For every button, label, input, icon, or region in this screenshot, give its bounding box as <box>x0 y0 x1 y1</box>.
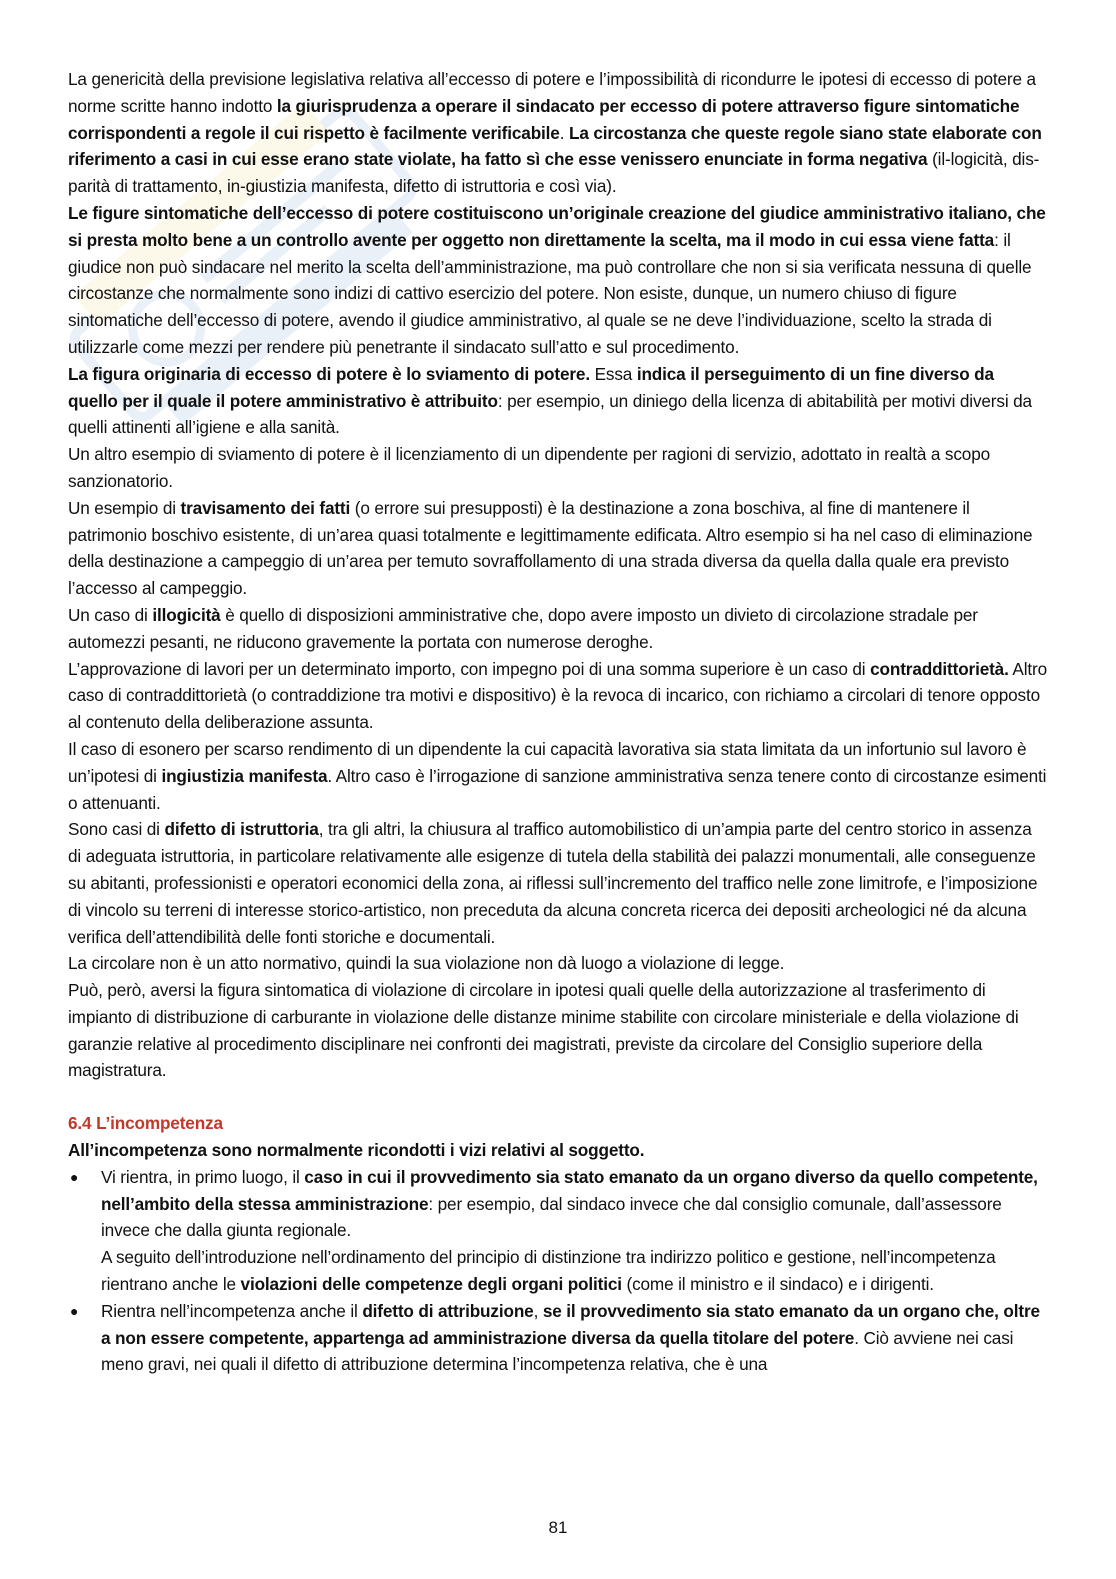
body-text: , tra gli altri, la chiusura al traffico automobilistico di un’ampia parte del centro storico in assenza di adeguata istruttoria, in particolare relativamente alle esigenze di tutela della stabilità dei palazzi monumentali, alle conseguenze su abitanti, professionisti e operatori economici della zona, ai riflessi sull’incremento del traffico nelle zone limitrofe, e l’imposizione di vincolo su terreni di interesse storico-artistico, non preceduta da alcuna concreta ricerca dei depositi archeologici né da alcuna verifica dell’attendibilità delle fonti storiche e documentali. <box>68 819 1038 947</box>
body-text: L’approvazione di lavori per un determinato importo, con impegno poi di una somma superiore è un caso di <box>68 658 871 679</box>
list-paragraph <box>101 1298 1048 1378</box>
paragraph <box>68 602 1048 656</box>
body-text: (come il ministro e il sindaco) e i dirigenti. <box>621 1274 934 1295</box>
paragraph <box>68 495 1048 602</box>
bullet-list <box>68 1164 1048 1378</box>
body-text: : il giudice non può sindacare nel merito la scelta dell’amministrazione, ma può controllare che non si sia verificata nessuna di quelle circostanze che normalmente sono indizi di cattivo esercizio del potere. Non esiste, dunque, un numero chiuso di figure sintomatiche dell’eccesso di potere, avendo il giudice amministrativo, al quale se ne deve l’individuazione, scelto la strada di utilizzarle come mezzi per rendere più penetrante il sindacato sull’atto e sul procedimento. <box>68 229 1032 357</box>
emphasis-text: difetto di attribuzione <box>362 1300 534 1321</box>
bullet-icon: ● <box>70 1302 79 1319</box>
list-paragraph <box>101 1164 1048 1244</box>
document-body <box>68 66 1048 1378</box>
body-text: Vi rientra, in primo luogo, il <box>101 1166 305 1187</box>
paragraph <box>68 66 1048 200</box>
page-number: 81 <box>548 1518 568 1537</box>
body-text: Il caso di esonero per scarso rendimento di un dipendente la cui capacità lavorativa sia stata limitata da un infortunio sul lavoro è un’ipotesi di <box>68 738 1027 786</box>
emphasis-text: La figura originaria di eccesso di potere è lo sviamento di potere. <box>68 363 590 384</box>
body-text: La circolare non è un atto normativo, quindi la sua violazione non dà luogo a violazione di legge. <box>68 953 785 974</box>
body-text: Altro caso di contraddittorietà (o contraddizione tra motivi e dispositivo) è la revoca di incarico, con richiamo a circolari di tenore opposto al contenuto della deliberazione assunta. <box>68 658 1048 733</box>
paragraph <box>68 950 1048 977</box>
bullet-icon: ● <box>70 1168 79 1185</box>
list-paragraph <box>101 1244 1048 1298</box>
section-heading: 6.4 L’incompetenza <box>68 1113 223 1134</box>
body-text: Rientra nell’incompetenza anche il <box>101 1300 363 1321</box>
section-intro: All’incompetenza sono normalmente ricondotti i vizi relativi al soggetto. <box>68 1140 645 1161</box>
paragraph <box>68 977 1048 1084</box>
paragraph <box>68 656 1048 736</box>
body-text: . <box>559 122 569 143</box>
body-text: (o errore sui presupposti) è la destinazione a zona boschiva, al fine di mantenere il patrimonio boschivo esistente, di un’area quasi totalmente e legittimamente edificata. Altro esempio si ha nel caso di eliminazione della destinazione a campeggio di un’area per temuto sovraffollamento di una strada diversa da quella dalla quale era previsto l’accesso al campeggio. <box>68 497 1033 599</box>
emphasis-text: caso in cui il provvedimento sia stato emanato da un organo diverso da quello competente, nell’ambito della stessa amministrazione <box>101 1166 1038 1214</box>
body-text: : per esempio, dal sindaco invece che dal consiglio comunale, dall’assessore invece che dalla giunta regionale. <box>101 1193 1002 1241</box>
body-text: Sono casi di <box>68 819 165 840</box>
body-text: Può, però, aversi la figura sintomatica di violazione di circolare in ipotesi quali quelle della autorizzazione al trasferimento di impianto di distribuzione di carburante in violazione delle distanze minime stabilite con circolare ministeriale e della violazione di garanzie relative al procedimento disciplinare nei confronti dei magistrati, previste da circolare del Consiglio superiore della magistratura. <box>68 980 1019 1081</box>
body-text: Essa <box>589 363 637 384</box>
emphasis-text: ingiustizia manifesta <box>161 765 328 786</box>
body-text: è quello di disposizioni amministrative che, dopo avere imposto un divieto di circolazione stradale per automezzi pesanti, ne riducono gravemente la portata con numerose deroghe. <box>68 604 978 652</box>
emphasis-text: Le figure sintomatiche dell’eccesso di potere costituiscono un’originale creazione del giudice amministrativo italiano, che si presta molto bene a un controllo avente per oggetto non direttamente la scelta, ma il modo in cui essa viene fatta <box>68 202 1046 250</box>
body-text: A seguito dell’introduzione nell’ordinamento del principio di distinzione tra indirizzo politico e gestione, nell’incompetenza rientrano anche le <box>101 1247 996 1295</box>
paragraph <box>68 200 1048 361</box>
body-text: , <box>533 1300 543 1321</box>
emphasis-text: se il provvedimento sia stato emanato da un organo che, oltre a non essere competente, appartenga ad amministrazione diversa da quella titolare del potere <box>101 1300 1040 1348</box>
emphasis-text: la giurisprudenza a operare il sindacato per eccesso di potere attraverso figure sintomatiche corrispondenti a regole il cui rispetto è facilmente verificabile <box>68 95 1020 143</box>
body-text: Un altro esempio di sviamento di potere è il licenziamento di un dipendente per ragioni di servizio, adottato in realtà a scopo sanzionatorio. <box>68 444 991 491</box>
list-item <box>68 1298 1048 1378</box>
emphasis-text: difetto di istruttoria <box>164 819 319 840</box>
body-text: . Altro caso è l’irrogazione di sanzione amministrativa senza tenere conto di circostanze esimenti o attenuanti. <box>68 765 1047 813</box>
body-text: Un esempio di <box>68 497 181 518</box>
emphasis-text: travisamento dei fatti <box>180 497 351 518</box>
list-item <box>68 1164 1048 1298</box>
paragraph <box>68 736 1048 816</box>
emphasis-text: illogicità <box>152 604 221 625</box>
paragraph <box>68 816 1048 950</box>
body-text: : per esempio, un diniego della licenza di abitabilità per motivi diversi da quelli attinenti all’igiene e alla sanità. <box>68 390 1032 438</box>
emphasis-text: violazioni delle competenze degli organi politici <box>240 1274 622 1295</box>
body-text: (il-logicità, dis-parità di trattamento, in-giustizia manifesta, difetto di istruttoria e così via). <box>68 149 1040 197</box>
body-text: Un caso di <box>68 604 153 625</box>
paragraph <box>68 441 1048 495</box>
body-text: . Ciò avviene nei casi meno gravi, nei quali il difetto di attribuzione determina l’incompetenza relativa, che è una <box>101 1327 1014 1375</box>
emphasis-text: indica il perseguimento di un fine diverso da quello per il quale il potere amministrativo è attribuito <box>68 363 994 411</box>
body-text: La genericità della previsione legislativa relativa all’eccesso di potere e l’impossibilità di ricondurre le ipotesi di eccesso di potere a norme scritte hanno indotto <box>68 69 1036 116</box>
paragraph <box>68 361 1048 441</box>
emphasis-text: La circostanza che queste regole siano state elaborate con riferimento a casi in cui esse erano state violate, ha fatto sì che esse venissero enunciate in forma negativa <box>68 122 1042 170</box>
emphasis-text: contraddittorietà. <box>870 658 1009 679</box>
